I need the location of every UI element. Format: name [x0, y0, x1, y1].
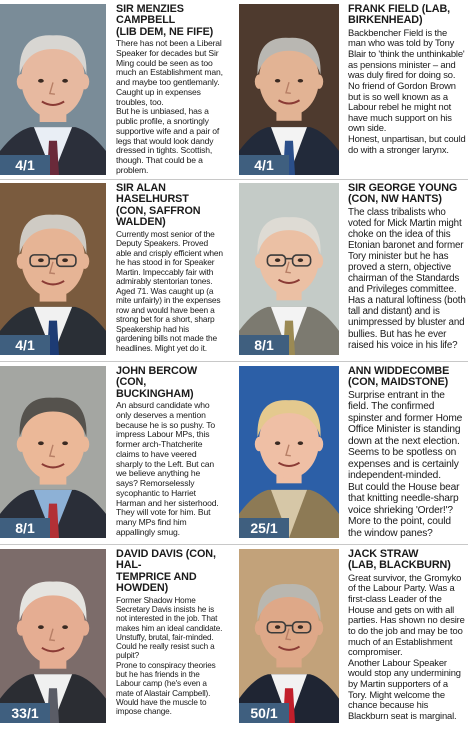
- candidate-name-line: ANN WIDDECOMBE: [348, 365, 450, 377]
- description-paragraph: The class tribalists who voted for Mick Martin might choke on the idea of this Etonian baronet and former Tory minister but he has proved a stern, objective chairman of the Standards and Privileges committee. Has a natural loftiness (both tall and distant) and is unimpressed by bluster and bullies. But has he ever raised his voice in his life?: [348, 206, 466, 351]
- odds-badge: 8/1: [239, 335, 289, 355]
- candidate-photo: [239, 549, 339, 723]
- candidate-profile: [348, 183, 466, 355]
- odds-badge: 4/1: [239, 155, 289, 175]
- candidate-description: [348, 573, 466, 722]
- candidate-photo: [0, 4, 106, 175]
- candidate-constituency-line: (CON, BUCKINGHAM): [116, 376, 194, 400]
- description-paragraph: Former Shadow Home Secretary Davis insists he is not interested in the job. That makes him an ideal candidate.: [116, 595, 223, 633]
- odds-badge: 4/1: [0, 155, 50, 175]
- odds-badge: 8/1: [0, 518, 50, 538]
- candidate-profile: [116, 4, 224, 175]
- candidate-description: [116, 596, 224, 717]
- candidate-name: [348, 183, 466, 206]
- candidate-profile: [348, 4, 466, 175]
- candidate-name-line: SIR MENZIES CAMPBELL: [116, 3, 184, 27]
- description-paragraph: But could the House bear that knitting needle-sharp voice shrieking 'Order!'? More to the point, could the window panes?: [348, 481, 460, 539]
- odds-badge: 4/1: [0, 335, 50, 355]
- description-paragraph: Currently most senior of the Deputy Speakers. Proved able and crisply efficient when he has stood in for Speaker Martin. Impeccably fair with admirably stentorian tones. Aged 71. Was caught up (a mite unfairly) in the expenses row and would have been a strong bet for a short, sharp Speakership had his gardening bills not made the headlines. Might yet do it.: [116, 228, 223, 353]
- description-paragraph: Another Labour Speaker would stop any undermining by Martin supporters of a Tory. Might welcome the chance because his Blackburn seat is marginal.: [348, 656, 461, 721]
- candidate-name: [116, 366, 224, 400]
- candidate-profile: [348, 366, 466, 538]
- candidate-description: [116, 230, 224, 354]
- candidate-name-line: SIR GEORGE YOUNG: [348, 182, 458, 194]
- description-paragraph: An absurd candidate who only deserves a mention because he is so pushy. To impress Labour MPs, this former arch-Thatcherite claims to have veered sharply to the Left. But can we believe anything he says? Remorselessly sycophantic to Harriet Harman and her sisterhood.: [116, 400, 219, 508]
- candidate-name-line: JOHN BERCOW: [116, 365, 198, 377]
- description-paragraph: Backbencher Field is the man who was told by Tony Blair to 'think the unthinkable' as pensions minister – and was duly fired for doing so.: [348, 26, 465, 81]
- odds-badge: 50/1: [239, 703, 289, 723]
- candidate-name: [116, 549, 224, 595]
- candidate-profile: [116, 366, 224, 538]
- candidate-description: [348, 207, 466, 351]
- candidate-description: [348, 28, 466, 156]
- description-paragraph: There has not been a Liberal Speaker for decades but Sir Ming could be seen as too much an Establishment man, and maybe too gentlemanly. Caught up in expenses troubles, too.: [116, 38, 223, 107]
- row-divider: [0, 179, 468, 180]
- description-paragraph: But he is unbiased, has a public profile, a snortingly supportive wife and a pair of legs that would look dandy dressed in tights. Scottish, though. That could be a problem.: [116, 106, 220, 175]
- candidate-description: [116, 39, 224, 175]
- candidate-name-line: SIR ALAN HASELHURST: [116, 182, 189, 206]
- candidate-photo: [239, 366, 339, 538]
- description-paragraph: They will vote for him. But many MPs find him appallingly smug.: [116, 507, 211, 537]
- candidate-photo: [0, 549, 106, 723]
- candidate-profile: [348, 549, 466, 723]
- candidate-constituency-line: TEMPRICE AND HOWDEN): [116, 570, 197, 595]
- candidate-profile: [116, 183, 224, 355]
- description-paragraph: No friend of Gordon Brown but is so well known as a Labour rebel he might not have much support on his own side.: [348, 79, 456, 134]
- candidate-constituency-line: (CON, MAIDSTONE): [348, 376, 449, 389]
- candidate-name: [348, 366, 466, 389]
- candidate-name-line: JACK STRAW: [348, 548, 419, 560]
- candidate-photo: [0, 183, 106, 355]
- candidate-photo: [239, 4, 339, 175]
- candidate-photo: [239, 183, 339, 355]
- candidate-name-line: DAVID DAVIS (CON, HAL-: [116, 548, 216, 572]
- candidate-name: [116, 4, 224, 38]
- candidate-profile: [116, 549, 224, 723]
- odds-badge: 25/1: [239, 518, 289, 538]
- candidate-photo: [0, 366, 106, 538]
- candidate-description: [116, 401, 224, 537]
- description-paragraph: Unstuffy, brutal, fair-minded. Could he really resist such a pulpit?: [116, 632, 215, 661]
- candidate-name: [348, 549, 466, 572]
- row-divider: [0, 361, 468, 362]
- description-paragraph: Honest, unpartisan, but could do with a stronger larynx.: [348, 133, 466, 155]
- candidate-constituency-line: BIRKENHEAD): [348, 14, 423, 27]
- description-paragraph: Surprise entrant in the field. The confirmed spinster and former Home Office Minister is standing down at the next election. Seems to be spotless on expenses and is certainly independent-minded.: [348, 389, 463, 482]
- candidate-constituency-line: (LIB DEM, NE FIFE): [116, 25, 214, 38]
- description-paragraph: Great survivor, the Gromyko of the Labour Party. Was a first-class Leader of the House and gets on with all parties. Has shown no desire to do the job and may be too much of an Establishment compromiser.: [348, 571, 465, 658]
- candidate-constituency-line: (CON, SAFFRON WALDEN): [116, 204, 201, 229]
- candidate-name: [116, 183, 224, 229]
- candidate-name-line: FRANK FIELD (LAB,: [348, 3, 451, 15]
- description-paragraph: Prone to conspiracy theories but he has friends in the Labour camp (he's even a mate of Alastair Campbell). Would have the muscle to impose change.: [116, 660, 216, 717]
- odds-badge: 33/1: [0, 703, 50, 723]
- row-divider: [0, 544, 468, 545]
- candidate-name: [348, 4, 466, 27]
- candidate-constituency-line: (CON, NW HANTS): [348, 193, 442, 206]
- candidate-description: [348, 390, 466, 540]
- candidate-constituency-line: (LAB, BLACKBURN): [348, 559, 451, 572]
